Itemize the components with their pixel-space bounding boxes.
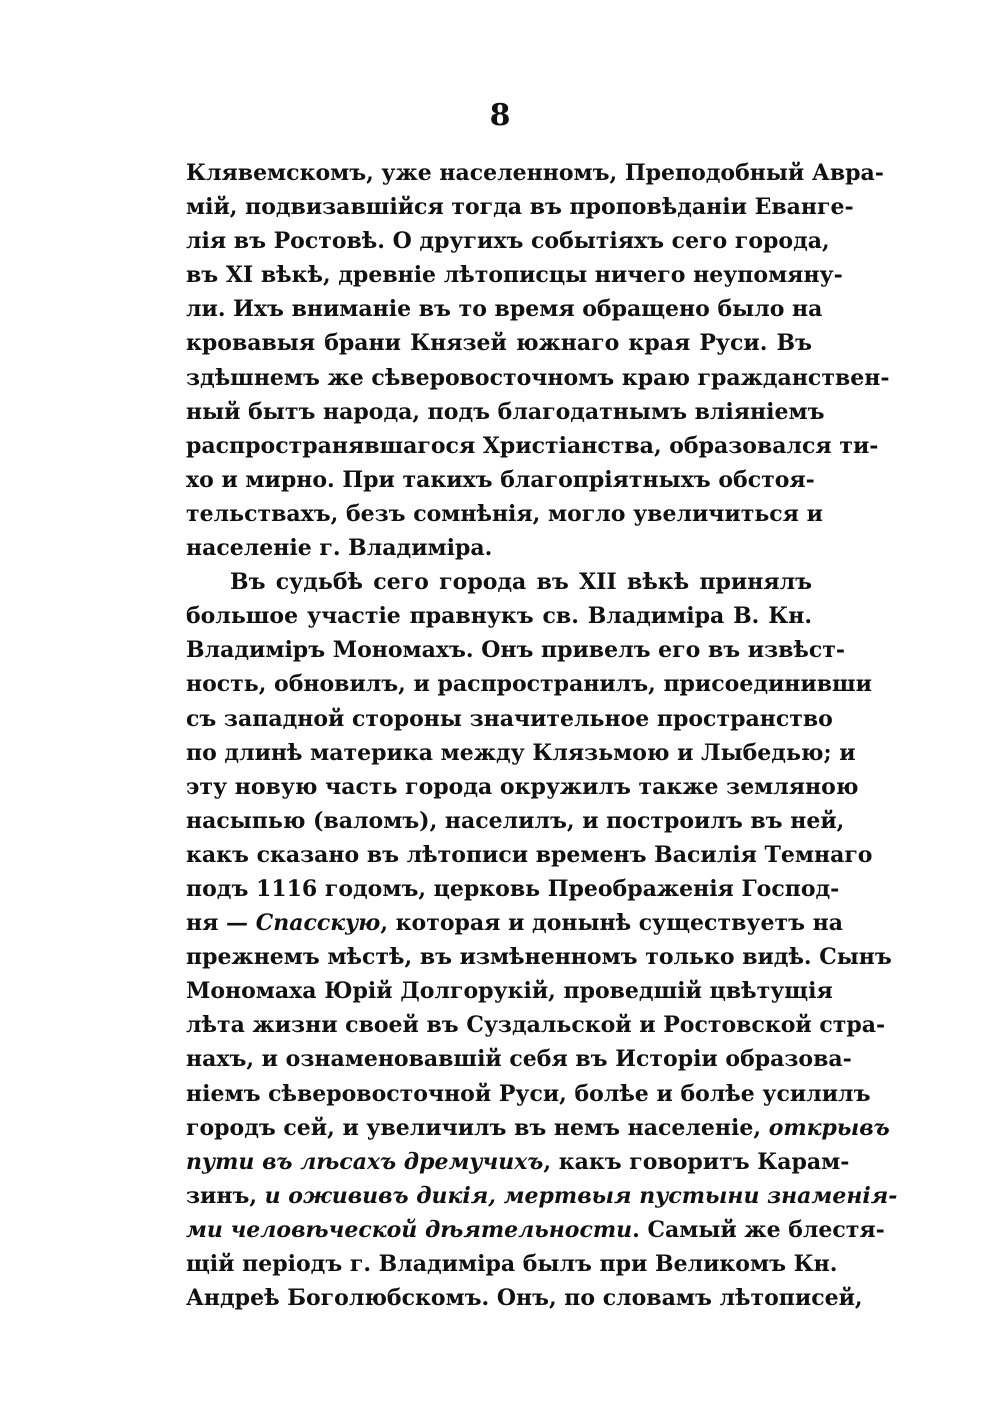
body-text (186, 156, 898, 1315)
paragraph-start-line: Въ судьбѣ сего города въ XII вѣкѣ принялъ (230, 569, 812, 596)
text-line: нахъ, и ознаменовавшій себя въ Исторіи образова- (186, 1046, 852, 1073)
text-line: Андреѣ Боголюбскомъ. Онъ, по словамъ лѣтописей, (186, 1285, 863, 1312)
text-line (186, 1213, 885, 1247)
text-line: по длинѣ материка между Клязьмою и Лыбедью; и (186, 739, 856, 766)
italic-text-run: и ожививъ дикія, мертвыя пустыни знаменія- (264, 1182, 898, 1209)
text-line: лѣта жизни своей въ Суздальской и Ростовской стра- (186, 1012, 886, 1039)
text-line: ли. Ихъ вниманіе въ то время обращено было на (186, 296, 823, 323)
text-line: съ западной стороны значительное пространство (186, 705, 833, 732)
text-line: подъ 1116 годомъ, церковь Преображенія Господ- (186, 875, 840, 902)
text-line: мій, подвизавшійся тогда въ проповѣданіи Еванге- (186, 194, 854, 221)
text-line: кровавыя брани Князей южнаго края Руси. Въ (186, 330, 812, 357)
text-line: ность, обновилъ, и распространилъ, присоединивши (186, 671, 872, 698)
text-line: насыпью (валомъ), населилъ, и построилъ въ ней, (186, 807, 845, 834)
text-line: распространявшагося Христіанства, образовался ти- (186, 432, 879, 459)
italic-text-run: открывъ (768, 1114, 890, 1141)
text-line: здѣшнемъ же сѣверовосточномъ краю гражданствен- (186, 364, 890, 391)
text-line: ніемъ сѣверовосточной Руси, болѣе и болѣе усилилъ (186, 1080, 871, 1107)
text-line: прежнемъ мѣстѣ, въ измѣненномъ только видѣ. Сынъ (186, 944, 892, 971)
text-line: щій періодъ г. Владиміра былъ при Великомъ Кн. (186, 1251, 838, 1277)
text-line: Клявемскомъ, уже населенномъ, Преподобный Авра- (186, 160, 884, 186)
text-run: . Самый же блестя- (632, 1216, 885, 1243)
text-line: тельствахъ, безъ сомнѣнія, могло увеличиться и (186, 500, 823, 527)
italic-text-run: Спасскую (255, 910, 381, 937)
page-number: 8 (489, 98, 511, 133)
text-line: эту новую часть города окружилъ также земляною (186, 773, 859, 800)
text-line: лія въ Ростовѣ. О другихъ событіяхъ сего города, (186, 228, 830, 255)
text-line: Владиміръ Мономахъ. Онъ привелъ его въ извѣст- (186, 637, 846, 664)
text-line (186, 1179, 898, 1213)
text-run: зинъ, (186, 1182, 265, 1209)
text-line: Мономаха Юрій Долгорукій, проведшій цвѣтущія (186, 978, 833, 1005)
italic-text-run: пути въ лѣсахъ дремучихъ (186, 1148, 544, 1175)
text-line: ный бытъ народа, подъ благодатнымъ вліяніемъ (186, 398, 825, 425)
text-run: ня — (186, 910, 256, 937)
text-line (186, 906, 843, 940)
text-line: въ XI вѣкѣ, древніе лѣтописцы ничего неупомяну- (186, 262, 843, 289)
text-run: , какъ говоритъ Карам- (543, 1148, 850, 1175)
text-line (186, 1111, 890, 1145)
text-line: хо и мирно. При такихъ благопріятныхъ обстоя- (186, 466, 815, 493)
italic-text-run: ми человѣческой дѣятельности (186, 1216, 633, 1243)
text-line: большое участіе правнукъ св. Владиміра В. Кн. (186, 603, 812, 630)
text-line (186, 1145, 850, 1179)
text-run: , которая и донынѣ существуетъ на (380, 910, 843, 937)
paragraph-end-line: населеніе г. Владиміра. (186, 535, 493, 562)
text-line: какъ сказано въ лѣтописи временъ Василія Темнаго (186, 841, 873, 868)
text-run: городъ сей, и увеличилъ въ немъ населеніе, (186, 1114, 769, 1141)
